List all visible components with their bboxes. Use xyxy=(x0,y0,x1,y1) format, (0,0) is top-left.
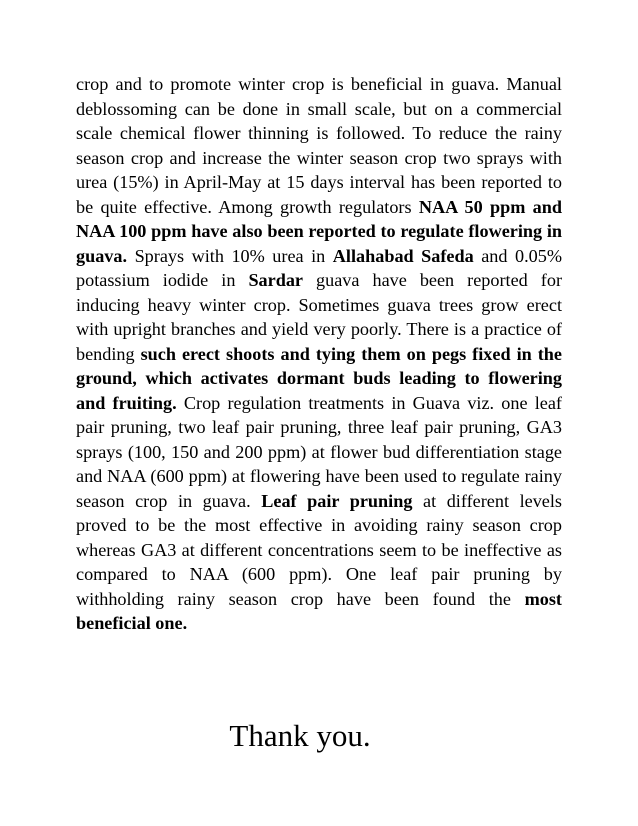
paragraph-text-5: Crop regulation treatments in Guava viz. one leaf pair pruning, two leaf pair pruning, three leaf pair pruning, GA3 sprays (100, 150 and 200 ppm) at flower bud differentiation stage and NAA (600 ppm) at flowering have been used to regulate rainy season crop in guava. xyxy=(76,392,562,511)
paragraph-bold-erect-shoots: such erect shoots and tying them on pegs fixed in the ground, which activates dormant buds leading to flowering and fruiting. xyxy=(76,343,562,413)
paragraph-text-2: Sprays with 10% urea in xyxy=(127,245,333,266)
paragraph-text-1: crop and to promote winter crop is beneficial in guava. Manual deblossoming can be done in small scale, but on a commercial scale chemical flower thinning is followed. To reduce the rainy season crop and increase the winter season crop two sprays with urea (15%) in April-May at 15 days interval has been reported to be quite effective. Among growth regulators xyxy=(76,74,562,217)
paragraph-text-3: and 0.05% potassium iodide in xyxy=(76,245,562,290)
body-paragraph xyxy=(76,72,562,636)
paragraph-bold-sardar: Sardar xyxy=(248,270,303,290)
paragraph-bold-leaf-pair-pruning: Leaf pair pruning xyxy=(261,490,413,511)
paragraph-text-4: guava have been reported for inducing heavy winter crop. Sometimes guava trees grow erect with upright branches and yield very poorly. There is a practice of bending xyxy=(76,270,562,364)
paragraph-bold-allahabad-safeda: Allahabad Safeda xyxy=(332,245,474,266)
paragraph-bold-most-beneficial: most beneficial one. xyxy=(76,588,562,633)
closing-thank-you: Thank you. xyxy=(229,718,371,753)
paragraph-bold-naa-regulators: NAA 50 ppm and NAA 100 ppm have also been reported to regulate flowering in guava. xyxy=(76,196,562,266)
paragraph-text-6: at different levels proved to be the most effective in avoiding rainy season crop whereas GA3 at different concentrations seem to be ineffective as compared to NAA (600 ppm). One leaf pair pruning by withholding rainy season crop have been found the xyxy=(76,490,562,609)
